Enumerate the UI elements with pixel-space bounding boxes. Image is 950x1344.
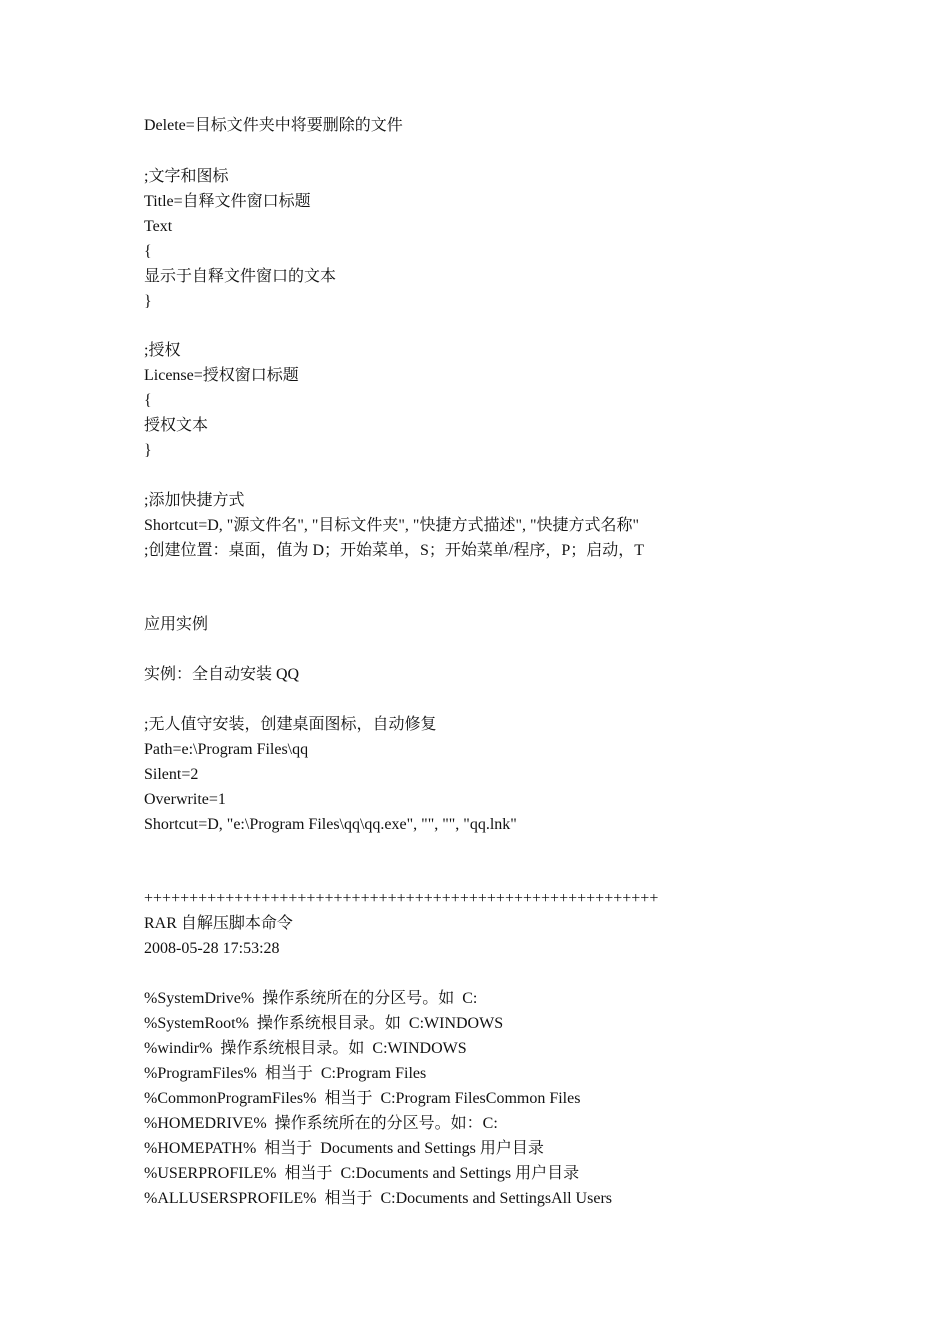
article-timestamp: 2008-05-28 17:53:28 [144, 940, 280, 957]
article-title: RAR 自解压脚本命令 [144, 915, 293, 932]
text-line: Silent=2 [144, 766, 199, 783]
separator-line: +++++++++++++++++++++++++++++++++++++++++++++++++++++++++ [144, 890, 659, 907]
text-line: Path=e:\Program Files\qq [144, 741, 309, 758]
text-line: 显示于自释文件窗口的文本 [144, 268, 337, 285]
env-var-line: %HOMEDRIVE% 操作系统所在的分区号。如：C: [144, 1115, 498, 1132]
section-comment-text-icon: ;文字和图标 [144, 168, 229, 185]
env-var-line: %ALLUSERSPROFILE% 相当于 C:Documents and SettingsAll Users [144, 1190, 612, 1207]
text-line: License=授权窗口标题 [144, 367, 299, 384]
env-var-line: %windir% 操作系统根目录。如 C:WINDOWS [144, 1040, 467, 1057]
text-line: Overwrite=1 [144, 791, 226, 808]
text-line: { [144, 392, 152, 409]
example-title: 实例：全自动安装 QQ [144, 666, 300, 683]
section-heading-example: 应用实例 [144, 616, 209, 633]
env-var-line: %SystemRoot% 操作系统根目录。如 C:WINDOWS [144, 1015, 504, 1032]
section-comment-shortcut: ;添加快捷方式 [144, 492, 245, 509]
env-var-line: %HOMEPATH% 相当于 Documents and Settings 用户目录 [144, 1140, 544, 1157]
text-line: 授权文本 [144, 417, 209, 434]
text-line: ;无人值守安装，创建桌面图标，自动修复 [144, 716, 437, 733]
text-line: Title=自释文件窗口标题 [144, 193, 311, 210]
text-line: { [144, 243, 152, 260]
text-line: } [144, 293, 152, 310]
env-var-line: %CommonProgramFiles% 相当于 C:Program FilesCommon Files [144, 1090, 581, 1107]
text-line: ;创建位置：桌面，值为 D；开始菜单，S；开始菜单/程序，P；启动，T [144, 542, 645, 559]
text-line: Text [144, 218, 173, 235]
text-line: Shortcut=D, "e:\Program Files\qq\qq.exe", "", "", "qq.lnk" [144, 816, 517, 833]
text-line: Delete=目标文件夹中将要删除的文件 [144, 117, 403, 134]
env-var-line: %SystemDrive% 操作系统所在的分区号。如 C: [144, 990, 478, 1007]
section-comment-license: ;授权 [144, 342, 181, 359]
env-var-line: %USERPROFILE% 相当于 C:Documents and Settings 用户目录 [144, 1165, 580, 1182]
text-line: } [144, 442, 152, 459]
env-var-line: %ProgramFiles% 相当于 C:Program Files [144, 1065, 427, 1082]
text-line: Shortcut=D, "源文件名", "目标文件夹", "快捷方式描述", "快捷方式名称" [144, 517, 640, 534]
